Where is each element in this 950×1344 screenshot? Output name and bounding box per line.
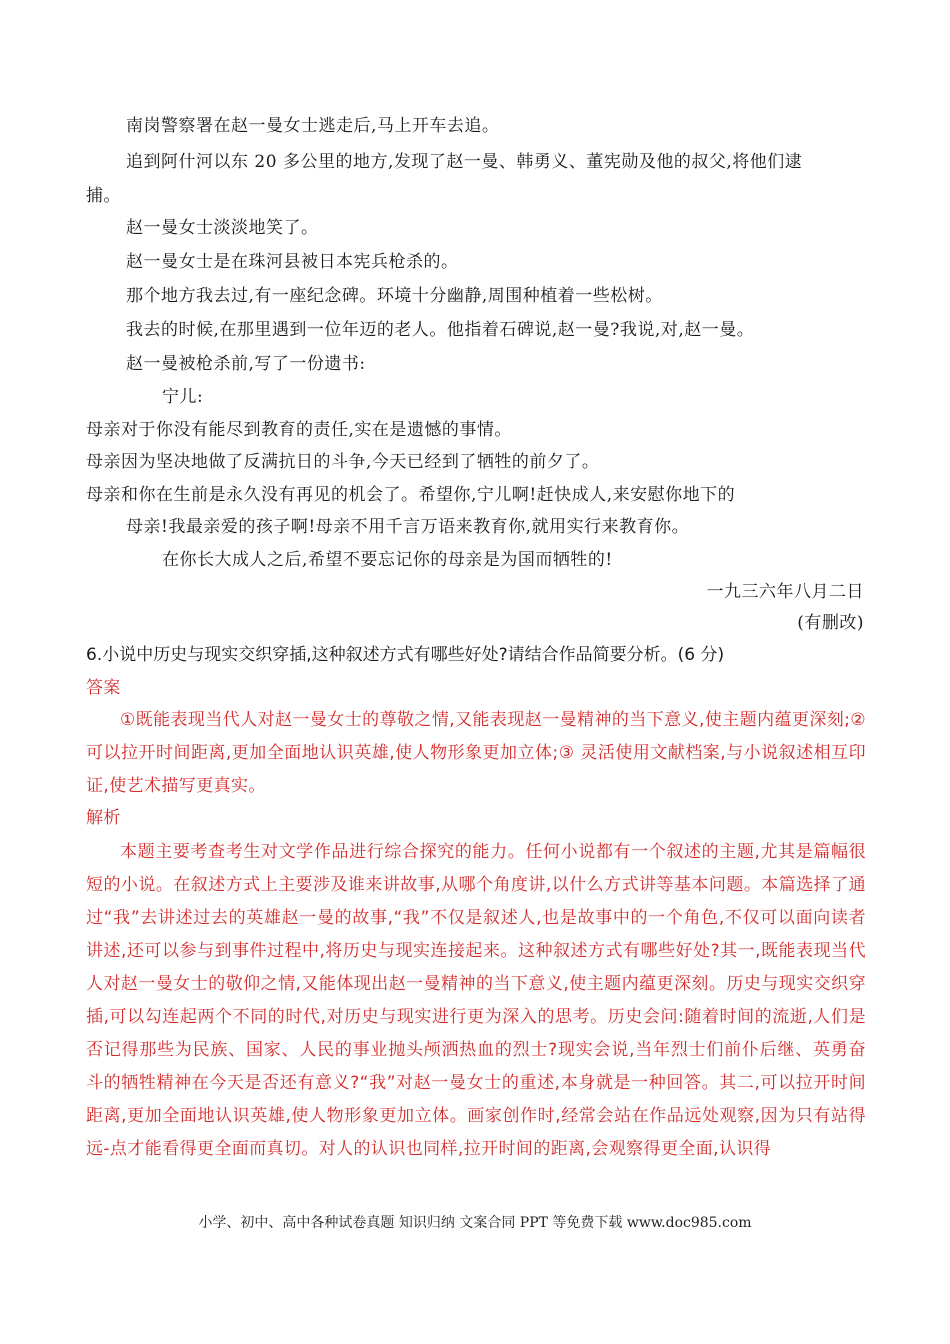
letter-line: 母亲对于你没有能尽到教育的责任,实在是遗憾的事情。 <box>86 420 512 440</box>
letter-line: 母亲!我最亲爱的孩子啊!母亲不用千言万语来教育你,就用实行来教育你。 <box>126 517 690 537</box>
analysis-label: 解析 <box>86 808 121 828</box>
answer-label: 答案 <box>86 678 121 698</box>
story-line: 那个地方我去过,有一座纪念碑。环境十分幽静,周围种植着一些松树。 <box>126 286 663 306</box>
story-line: 追到阿什河以东 20 多公里的地方,发现了赵一曼、韩勇义、董宪勋及他的叔父,将他们逮 <box>126 152 803 172</box>
letter-line: 在你长大成人之后,希望不要忘记你的母亲是为国而牺牲的! <box>162 550 613 570</box>
answer-text: ①既能表现当代人对赵一曼女士的尊敬之情,又能表现赵一曼精神的当下意义,使主题内蕴更深刻;② 可以拉开时间距离,更加全面地认识英雄,使人物形象更加立体;③ 灵活使用文献档案,与小说叙述相互印证,使艺术描写更真实。 <box>86 710 866 796</box>
story-line: 捕。 <box>86 186 121 206</box>
story-line: 赵一曼被枪杀前,写了一份遗书: <box>126 354 366 374</box>
letter-date: 一九三六年八月二日 <box>706 582 864 602</box>
analysis-text: 本题主要考查考生对文学作品进行综合探究的能力。任何小说都有一个叙述的主题,尤其是篇幅很短的小说。在叙述方式上主要涉及谁来讲故事,从哪个角度讲,以什么方式讲等基本问题。本篇选择了通过“我”去讲述过去的英雄赵一曼的故事,“我”不仅是叙述人,也是故事中的一个角色,不仅可以面向读者讲述,还可以参与到事件过程中,将历史与现实连接起来。这种叙述方式有哪些好处?其一,既能表现当代人对赵一曼女士的敬仰之情,又能体现出赵一曼精神的当下意义,使主题内蕴更深刻。历史与现实交织穿插,可以勾连起两个不同的时代,对历史与现实进行更为深入的思考。历史会问:随着时间的流逝,人们是否记得那些为民族、国家、人民的事业抛头颅洒热血的烈士?现实会说,当年烈士们前仆后继、英勇奋斗的牺牲精神在今天是否还有意义?“我”对赵一曼女士的重述,本身就是一种回答。其二,可以拉开时间距离,更加全面地认识英雄,使人物形象更加立体。画家创作时,经常会站在作品远处观察,因为只有站得远-点才能看得更全面而真切。对人的认识也同样,拉开时间的距离,会观察得更全面,认识得 <box>86 842 866 1159</box>
letter-line: 母亲和你在生前是永久没有再见的机会了。希望你,宁儿啊!赶快成人,来安慰你地下的 <box>86 485 736 505</box>
letter-salutation: 宁儿: <box>162 387 204 407</box>
story-line: 赵一曼女士是在珠河县被日本宪兵枪杀的。 <box>126 252 459 272</box>
question-text: 6.小说中历史与现实交织穿插,这种叙述方式有哪些好处?请结合作品简要分析。(6 分) <box>86 645 725 665</box>
letter-line: 母亲因为坚决地做了反满抗日的斗争,今天已经到了牺牲的前夕了。 <box>86 452 600 472</box>
story-line: 我去的时候,在那里遇到一位年迈的老人。他指着石碑说,赵一曼?我说,对,赵一曼。 <box>126 320 755 340</box>
story-line: 南岗警察署在赵一曼女士逃走后,马上开车去追。 <box>126 116 500 136</box>
revision-note: (有删改) <box>797 613 864 633</box>
story-line: 赵一曼女士淡淡地笑了。 <box>126 218 319 238</box>
page-footer: 小学、初中、高中各种试卷真题 知识归纳 文案合同 PPT 等免费下载 www.doc985.com <box>198 1215 752 1231</box>
